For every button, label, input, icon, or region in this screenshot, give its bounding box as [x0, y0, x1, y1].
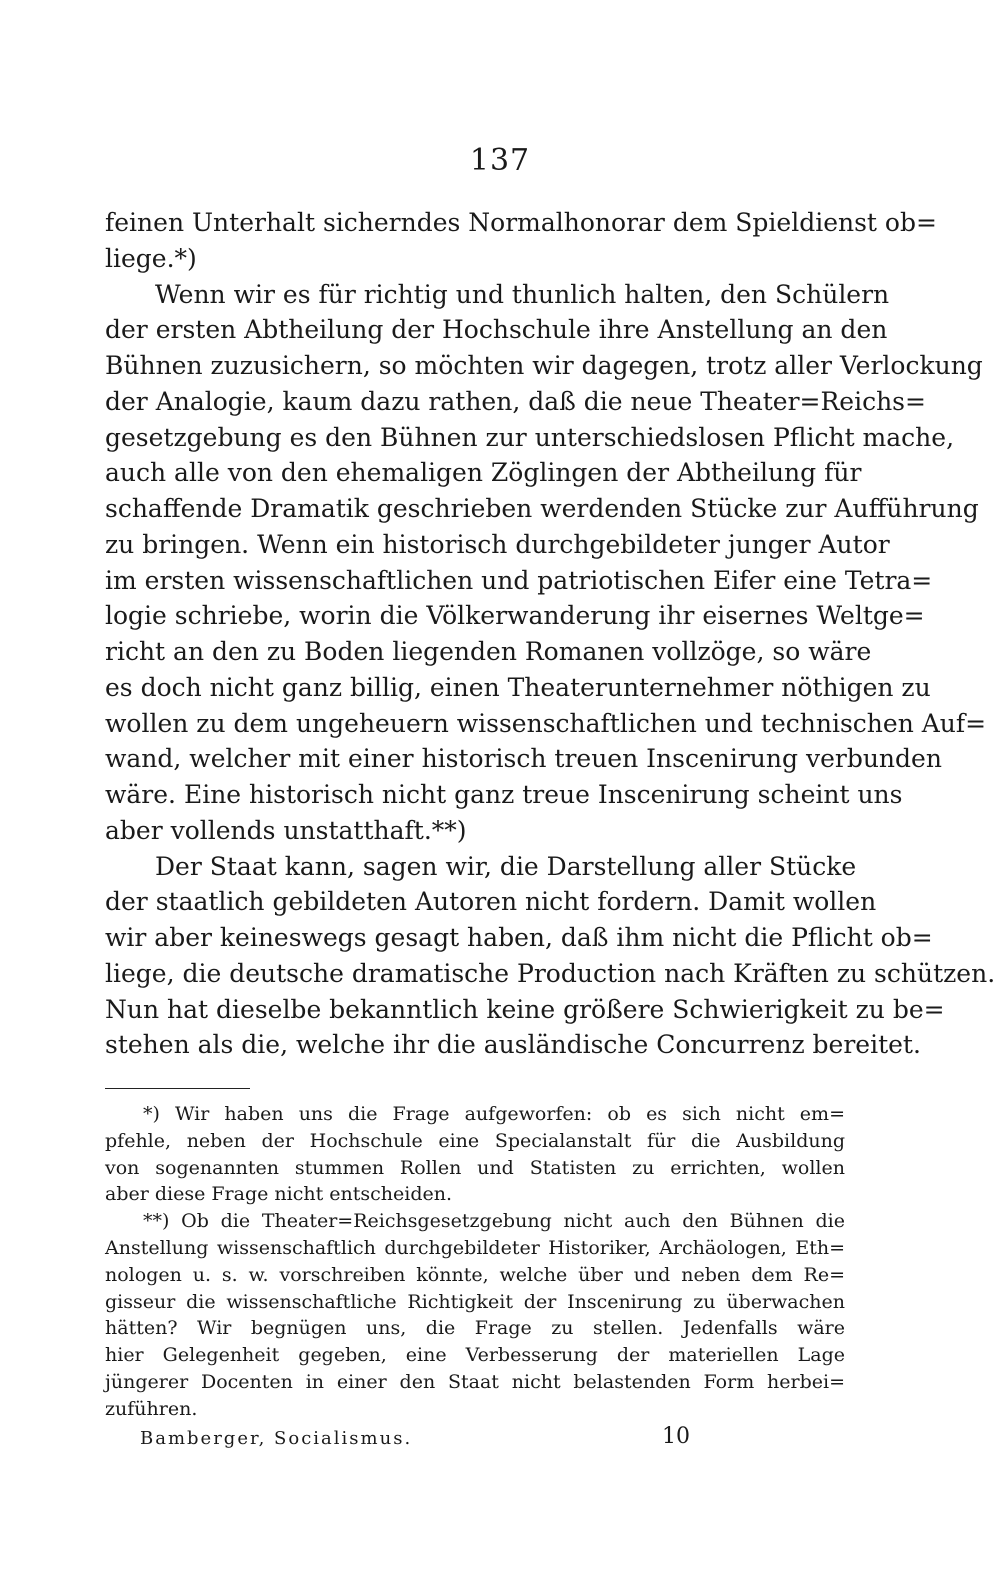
- text-line: auch alle von den ehemaligen Zöglingen der Abtheilung für: [105, 458, 862, 488]
- footnotes: [105, 1101, 845, 1423]
- text-line: wand, welcher mit einer historisch treuen Inscenirung verbunden: [105, 744, 942, 774]
- text-line: der Analogie, kaum dazu rathen, daß die neue Theater=Reichs=: [105, 386, 926, 416]
- footnote-line: gisseur die wissenschaftliche Richtigkeit der Inscenirung zu überwachen: [105, 1290, 845, 1313]
- footnote-line: hätten? Wir begnügen uns, die Frage zu stellen. Jedenfalls wäre: [105, 1317, 845, 1340]
- printer-signature: Bamberger, Socialismus.: [140, 1428, 413, 1449]
- footnote-line: aber diese Frage nicht entscheiden.: [105, 1183, 453, 1206]
- text-line: Der Staat kann, sagen wir, die Darstellung aller Stücke: [155, 851, 857, 881]
- footnote-line: von sogenannten stummen Rollen und Statisten zu errichten, wollen: [105, 1156, 845, 1179]
- footnote-line: *) Wir haben uns die Frage aufgeworfen: ob es sich nicht em=: [143, 1103, 845, 1125]
- page-number: 137: [469, 143, 531, 178]
- text-line: Nun hat dieselbe bekanntlich keine größere Schwierigkeit zu be=: [105, 994, 945, 1024]
- text-line: im ersten wissenschaftlichen und patriotischen Eifer eine Tetra=: [105, 565, 933, 595]
- text-line: stehen als die, welche ihr die ausländische Concurrenz bereitet.: [105, 1030, 921, 1060]
- text-line: liege.*): [105, 243, 197, 273]
- footnote-line: jüngerer Docenten in einer den Staat nicht belastenden Form herbei=: [105, 1370, 845, 1393]
- text-line: feinen Unterhalt sicherndes Normalhonorar dem Spieldienst ob=: [105, 208, 937, 237]
- text-line: logie schriebe, worin die Völkerwanderung ihr eisernes Weltge=: [105, 601, 925, 631]
- text-line: Wenn wir es für richtig und thunlich halten, den Schülern: [155, 279, 890, 309]
- footnote-line: hier Gelegenheit gegeben, eine Verbesserung der materiellen Lage: [105, 1344, 845, 1367]
- footnote-line: Anstellung wissenschaftlich durchgebildeter Historiker, Archäologen, Eth=: [105, 1236, 845, 1259]
- text-line: Bühnen zuzusichern, so möchten wir dagegen, trotz aller Verlockung: [105, 351, 983, 380]
- footnote-divider: [105, 1088, 250, 1089]
- text-line: liege, die deutsche dramatische Production nach Kräften zu schützen.: [105, 958, 996, 988]
- text-line: aber vollends unstatthaft.**): [105, 815, 467, 845]
- text-line: schaffende Dramatik geschrieben werdenden Stücke zur Aufführung: [105, 494, 979, 523]
- main-text: [105, 205, 996, 1063]
- text-line: richt an den zu Boden liegenden Romanen vollzöge, so wäre: [105, 637, 872, 666]
- footnote-line: zuführen.: [105, 1397, 198, 1420]
- text-line: der staatlich gebildeten Autoren nicht fordern. Damit wollen: [105, 887, 877, 917]
- text-line: der ersten Abtheilung der Hochschule ihre Anstellung an den: [105, 315, 888, 345]
- text-line: zu bringen. Wenn ein historisch durchgebildeter junger Autor: [105, 529, 890, 559]
- footnote-line: pfehle, neben der Hochschule eine Specialanstalt für die Ausbildung: [105, 1129, 845, 1152]
- sheet-number: 10: [662, 1424, 690, 1449]
- text-line: wollen zu dem ungeheuern wissenschaftlichen und technischen Auf=: [105, 708, 987, 738]
- text-line: gesetzgebung es den Bühnen zur unterschiedslosen Pflicht mache,: [105, 422, 955, 452]
- text-line: wäre. Eine historisch nicht ganz treue Inscenirung scheint uns: [105, 780, 903, 809]
- footnote-line: **) Ob die Theater=Reichsgesetzgebung nicht auch den Bühnen die: [143, 1210, 845, 1233]
- text-line: wir aber keineswegs gesagt haben, daß ihm nicht die Pflicht ob=: [105, 923, 933, 952]
- footnote-line: nologen u. s. w. vorschreiben könnte, welche über und neben dem Re=: [105, 1263, 845, 1286]
- text-line: es doch nicht ganz billig, einen Theaterunternehmer nöthigen zu: [105, 672, 931, 702]
